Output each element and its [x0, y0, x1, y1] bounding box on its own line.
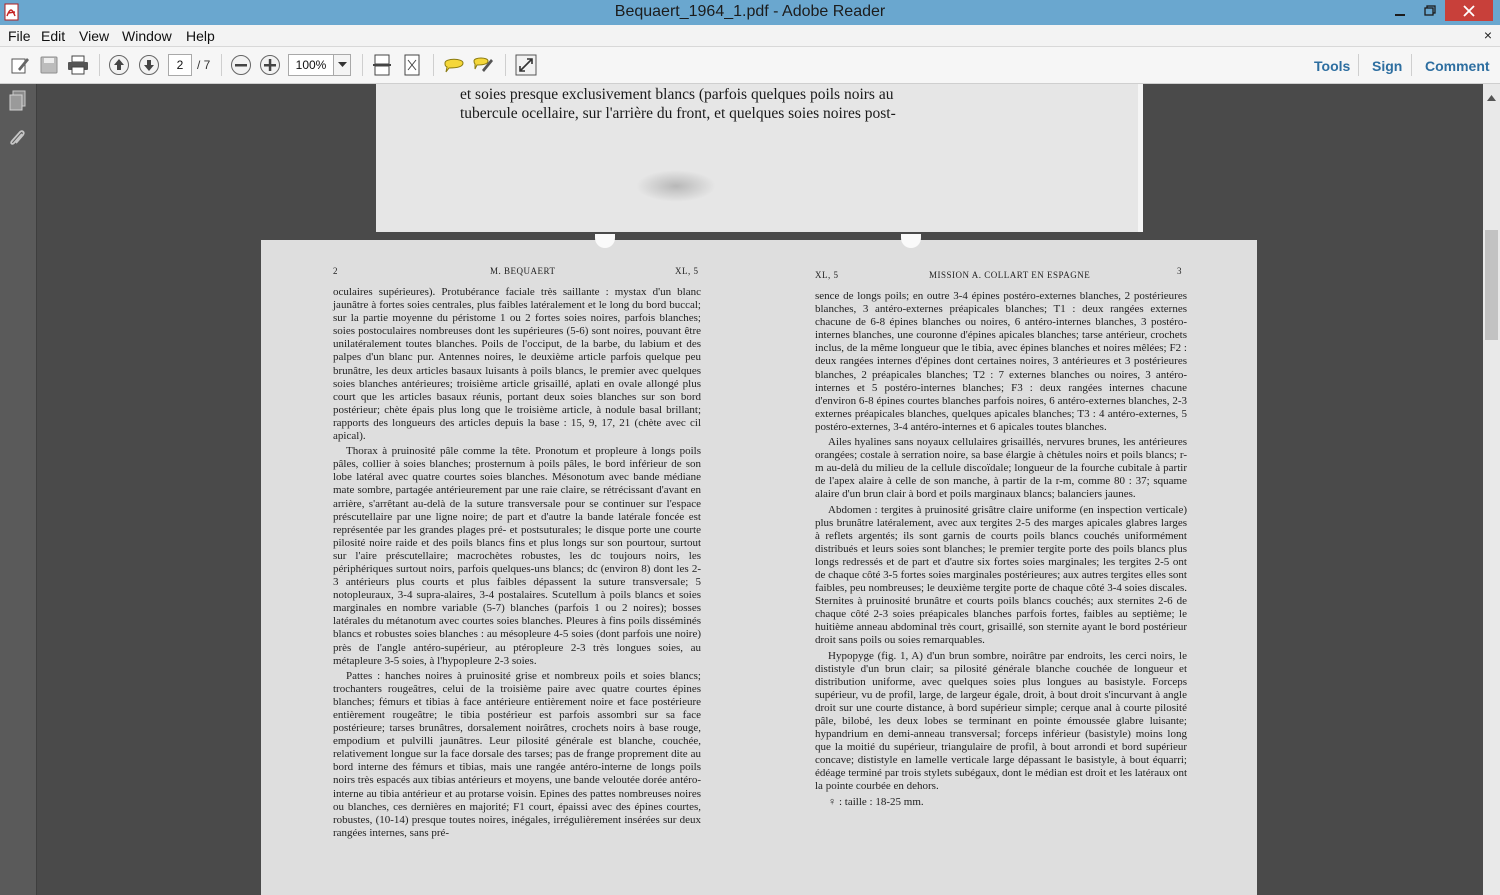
menu-bar [0, 25, 1500, 47]
minimize-button[interactable] [1385, 0, 1415, 21]
page-number-input[interactable]: 2 [168, 54, 192, 76]
fit-page-icon[interactable] [400, 53, 424, 77]
scrolling-mode-icon[interactable] [370, 53, 394, 77]
right-page-number: 3 [1177, 266, 1182, 276]
next-page-icon[interactable] [137, 53, 161, 77]
zoom-out-icon[interactable] [229, 53, 253, 77]
binding-hole [901, 234, 921, 248]
menu-edit[interactable]: Edit [41, 28, 66, 44]
menu-window[interactable]: Window [122, 28, 172, 44]
sign-pane-link[interactable]: Sign [1372, 58, 1403, 74]
left-page-number: 2 [333, 266, 338, 276]
window-title: Bequaert_1964_1.pdf - Adobe Reader [614, 3, 886, 20]
left-running-author: M. BEQUAERT [490, 266, 556, 276]
previous-page-icon[interactable] [107, 53, 131, 77]
highlight-text-icon[interactable] [471, 53, 495, 77]
toolbar-divider [433, 54, 434, 76]
right-text-column [815, 290, 1187, 811]
toolbar-divider [99, 54, 100, 76]
save-icon[interactable] [37, 53, 61, 77]
paragraph: sence de longs poils; en outre 3-4 épines postéro-externes blanches, 2 postérieures blanches, 3 antéro-externes préapicales blanches; T1 : deux rangées externes chacune de 6-8 épines blanches ou noires, 6 antéro-internes blanches, 3 postéro-internes blanches, une couronne d'épines apicales blanches; tarse antérieur, crochets inclus, de la même longueur que le tibia, avec épines blanches et noires mêlées; F2 : deux rangées internes d'épines dont certaines noires, 3 antérieures et 3 postérieures blanches, 2 préapicales blanches; T2 : 7 externes blanches ou noires, 3 antéro-internes et 5 postéro-internes blanches; F3 : deux rangées internes chacune d'environ 6-8 épines courtes blanches parfois noires, 6 antéro-externes blanches, 2-3 externes préapicales blanches, quelques apicales blanches; T3 : 4 antéro-externes, 5 postéro-externes, 3-4 antéro-internes et 6 apicales toutes blanches. [815, 290, 1187, 433]
close-document-button[interactable]: × [1483, 27, 1492, 43]
page-total-label: / 7 [197, 58, 211, 72]
zoom-level-input[interactable]: 100% [288, 54, 334, 76]
paragraph: Hypopyge (fig. 1, A) d'un brun sombre, noirâtre par endroits, les cerci noirs, le dististyle d'un brun clair; sa pilosité générale blanche couchée de longueur et distribution uniforme, avec quelques soies plus longues au basistyle. Forceps supérieur, vu de profil, large, de largeur égale, droit, à bout droit s'incurvant à angle droit sur une courte distance, à bord supérieur simple; cerque anal à courte pilosité pâle, bilobé, les deux lobes se terminant en pointe émoussée glabre luisante; hypandrium en demi-anneau transversal; forceps inférieur (basistyle) moins long que la moitié du supérieur, triangulaire de profil, à bout arrondi et bord supérieur concave; dististyle en lamelle verticale large dépassant le basistyle, à bout équarri; édéage terminé par trois stylets subégaux, dont le médian est droit et les latéraux ont la pointe courbée en dehors. [815, 649, 1187, 793]
right-running-title: MISSION A. COLLART EN ESPAGNE [929, 270, 1091, 280]
scrollbar-thumb[interactable] [1485, 230, 1498, 340]
comment-pane-link[interactable]: Comment [1425, 58, 1490, 74]
toolbar [0, 47, 1500, 84]
right-running-ref: XL, 5 [815, 270, 839, 280]
toolbar-divider [1358, 54, 1359, 76]
menu-file[interactable]: File [8, 28, 31, 44]
scan-smudge [636, 170, 716, 202]
toolbar-divider [362, 54, 363, 76]
paragraph: Abdomen : tergites à pruinosité grisâtre claire uniforme (en inspection verticale) plus brunâtre latéralement, avec aux tergites 2-5 des marges apicales glabres larges à reflets argentés; ils sont garnis de courts poils blancs couchés uniformément distribués et leurs soies sont blanches; le premier tergite porte des poils blancs plus longs redressés et de part et d'autre six fortes soies marginales; les tergites 2-5 ont de chaque côté 3-5 fortes soies marginales postérieures; aux autres tergites elles sont faibles, peu nombreuses; le deuxième tergite porte de chaque côté 3-4 soies discales. Sternites à pruinosité brunâtre et courts poils blancs couchés; aux sternites 2-6 de chaque côté 2-3 soies préapicales blanches parfois fortes, faibles au septième; le huitième anneau abdominal très court, grisaillé, son sternite ayant le bord postérieur droit sans poils ou soies remarquables. [815, 503, 1187, 647]
paragraph: Thorax à pruinosité pâle comme la tête. Pronotum et propleure à longs poils pâles, collier à soies blanches; prosternum à poils pâles, le bord inférieur de son lobe latéral avec quatre courtes soies blanches. Mésonotum avec bande médiane mate sombre, partagée antérieurement par une raie claire, se rétrécissant d'avant en arrière, s'arrêtant au-delà de la suture transversale pour se continuer sur l'espace préscutellaire par une ligne noire; de part et d'autre la bande latérale foncée est représentée par les grandes plages pré- et postsuturales; le disque porte une courte pilosité noire raide et des poils blancs fins et plus longs sur son pourtour, surtout sur l'aire préscutellaire; macrochètes robustes, les dc toujours noirs, les périphériques surtout noirs, parfois quelques-uns blancs; dc (environ 8) dont les 2-3 antérieurs plus courts et plus faibles dépassent la suture transversale; 5 notopleuraux, 3-4 supra-alaires, 3-4 postalaires. Scutellum à poils blancs et soies marginales en nombre variable (5-7) blanches (parfois 1 ou 2 noires); bosses latérales du métanotum avec courtes soies blanches. Pleures à fins poils disséminés blancs et robustes soies blanches : au mésopleure 4-5 soies (dont parfois une noire) près de l'angle antéro-supérieur, au ptéropleure 2-3 très longues soies, au métapleure 3-5 soies, à l'hypopleure 2-3 soies. [333, 445, 701, 667]
paragraph: Ailes hyalines sans noyaux cellulaires grisaillés, nervures brunes, les antérieures orangées; costale à serration noire, sa base élargie à chètules noirs et poils blancs; r-m au-delà du milieu de la cellule discoïdale; longueur de la fourche cubitale à partir de l'apex alaire à celle de son manche, à partir de la r-m, comme 80 : 37; squame alaire d'un brun clair à bord et poils marginaux blancs; balanciers jaunes. [815, 436, 1187, 501]
attachments-paperclip-icon[interactable] [8, 128, 28, 155]
zoom-in-icon[interactable] [258, 53, 282, 77]
pdf-page-1 [376, 84, 1143, 232]
tools-pane-link[interactable]: Tools [1314, 58, 1351, 74]
menu-view[interactable]: View [79, 28, 110, 44]
vertical-scrollbar[interactable] [1483, 84, 1500, 895]
sticky-note-comment-icon[interactable] [442, 53, 466, 77]
edit-pdf-icon[interactable] [8, 53, 32, 77]
chevron-down-icon[interactable] [334, 54, 351, 76]
navigation-pane [0, 84, 37, 895]
binding-hole [595, 234, 615, 248]
toolbar-divider [221, 54, 222, 76]
paragraph: Pattes : hanches noires à pruinosité grise et nombreux poils et soies blancs; trochanters rougeâtres, celui de la troisième paire avec quatre courtes épines blanches; fémurs et tibias à face antérieure entièrement noire et face postérieure entièrement rougeâtre; le tibia postérieur est parfois assombri sur sa face postérieure; tarses brunâtres, dorsalement noirâtres, crochets noirs à base rouge, empodium et pulvilli jaunâtres. Leur pilosité générale est blanche, couchée, relativement longue sur la face dorsale des tarses; pas de frange proprement dite au bord interne des fémurs et tibias, mais une rangée antéro-interne de longs poils noirs très espacés aux tibias antérieurs et moyens, une bande veloutée dorée antéro-interne au tibia antérieur et au protarse voisin. Epines des pattes nombreuses noires ou blanches, ces dernières en majorité; F1 court, épaissi avec des épines courtes, robustes, (10-14) presque toutes noires, inégales, irrégulièrement insérées sur deux rangées internes, sans pré- [333, 669, 701, 839]
pdf-page-2 [261, 240, 1257, 895]
maximize-button[interactable] [1415, 0, 1445, 21]
page-thumbnails-icon[interactable] [7, 90, 29, 117]
paragraph: ♀ : taille : 18-25 mm. [828, 795, 924, 808]
full-screen-icon[interactable] [514, 53, 538, 77]
title-bar [0, 0, 1500, 25]
close-window-button[interactable] [1445, 0, 1493, 21]
scroll-up-arrow-icon[interactable] [1487, 88, 1496, 106]
left-text-column [333, 286, 701, 842]
print-icon[interactable] [66, 53, 90, 77]
toolbar-divider [1411, 54, 1412, 76]
page-text-line: tubercule ocellaire, sur l'arrière du front, et quelques soies noires post- [460, 105, 896, 122]
toolbar-divider [505, 54, 506, 76]
menu-help[interactable]: Help [186, 28, 215, 44]
page-text-line: et soies presque exclusivement blancs (parfois quelques poils noirs au [460, 86, 894, 103]
paragraph: oculaires supérieures). Protubérance faciale très saillante : mystax d'un blanc jaunâtre à fortes soies centrales, plus faibles latéralement et le long du bord buccal; sur la partie moyenne du péristome 1 ou 2 fortes soies noires, parfois blanches; soies postoculaires nombreuses dont les supérieures (5-6) sont noires, pouvant être unilatéralement toutes blanches. Poils de l'occiput, de la barbe, du labium et des palpes d'un blanc pur. Antennes noires, le deuxième article parfois quelque peu brunâtre, les deux articles basaux luisants à poils blancs, le premier avec quelques soies blanches antérieures; troisième article grisaillé, aplati en ovale allongé plus court que les articles basaux réunis, portant deux soies blanches sur son bord postérieur; chète épais plus long que le troisième article, à nodule basal brillant; rapports des longueurs des articles depuis la base : 15, 9, 17, 21 (chète avec cil apical). [333, 286, 701, 443]
left-running-ref: XL, 5 [675, 266, 699, 276]
document-viewport[interactable] [37, 84, 1483, 895]
